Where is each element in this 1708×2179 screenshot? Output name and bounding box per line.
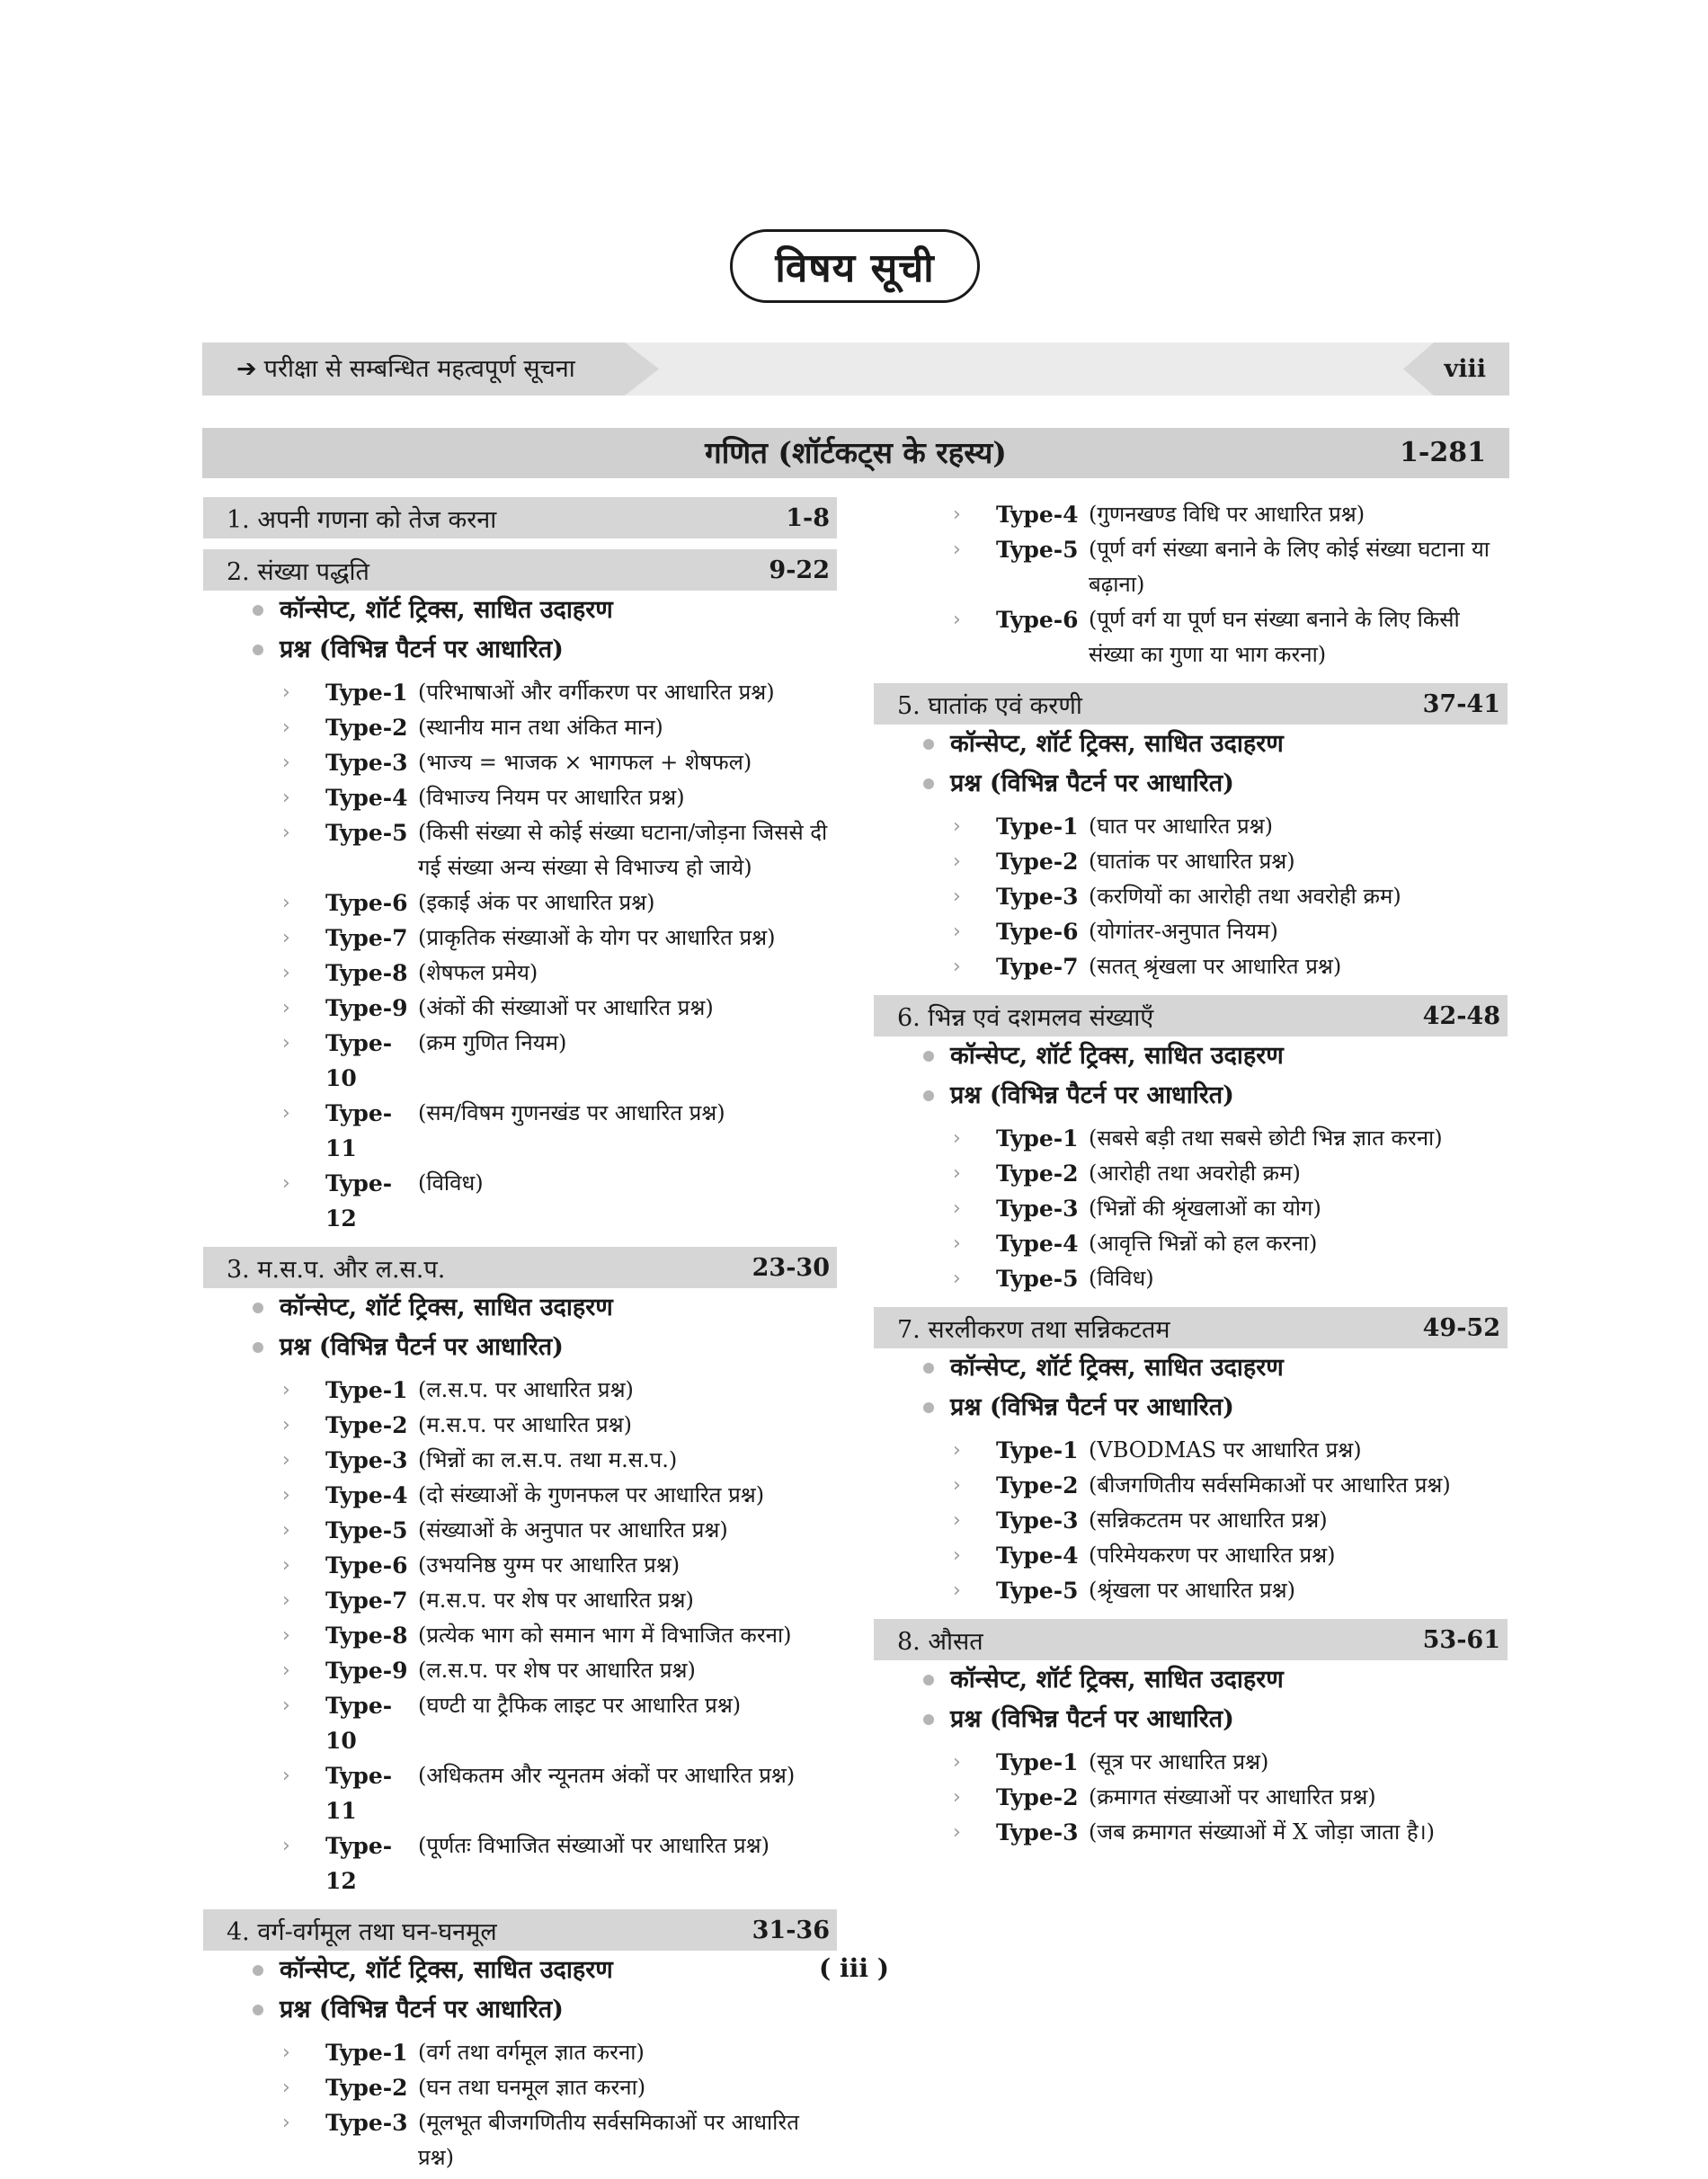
- chapter-name: वर्ग-वर्गमूल तथा घन-घनमूल: [257, 1917, 497, 1946]
- chevron-right-icon: ›: [953, 538, 961, 561]
- type-label: Type-2: [996, 1784, 1079, 1810]
- toc-type-row[interactable]: [203, 1828, 837, 1899]
- type-label: Type-7: [996, 954, 1079, 980]
- type-label: Type-6: [996, 919, 1079, 945]
- chevron-right-icon: ›: [282, 1554, 290, 1577]
- type-list: [203, 675, 837, 1236]
- chapter-number: 1.: [227, 505, 250, 534]
- chapter-header[interactable]: [203, 1909, 837, 1951]
- toc-type-row[interactable]: [203, 1443, 837, 1478]
- type-description: (क्रमागत संख्याओं पर आधारित प्रश्न): [1089, 1784, 1376, 1810]
- type-label: Type-12: [325, 1170, 393, 1232]
- chevron-right-icon: ›: [282, 1519, 290, 1542]
- type-description: (किसी संख्या से कोई संख्या घटाना/जोड़ना जिससे दी गई संख्या अन्य संख्या से विभाज्य हो जाये): [418, 820, 828, 880]
- section-page-range: 1-281: [1400, 437, 1486, 468]
- type-label: Type-3: [325, 750, 408, 776]
- bullet-dot-icon: [923, 1363, 934, 1374]
- chevron-right-icon: ›: [282, 2041, 290, 2064]
- type-description: (सबसे बड़ी तथा सबसे छोटी भिन्न ज्ञात करना): [1089, 1125, 1443, 1151]
- chevron-right-icon: ›: [953, 921, 961, 943]
- toc-type-row[interactable]: [874, 1745, 1508, 1780]
- type-description: (परिभाषाओं और वर्गीकरण पर आधारित प्रश्न): [418, 680, 775, 705]
- chapter-bullet[interactable]: [923, 764, 1508, 804]
- type-description: (घात पर आधारित प्रश्न): [1089, 814, 1273, 839]
- chevron-right-icon: ›: [282, 1032, 290, 1054]
- chevron-right-icon: ›: [953, 1127, 961, 1150]
- type-label: Type-1: [996, 1437, 1079, 1463]
- chapter-page-range: 9-22: [769, 556, 830, 584]
- toc-type-row[interactable]: [203, 675, 837, 710]
- type-label: Type-9: [325, 995, 408, 1021]
- bullet-text: प्रश्न (विभिन्न पैटर्न पर आधारित): [280, 636, 564, 663]
- chapter-title: [897, 1623, 983, 1657]
- bullet-dot-icon: [923, 1402, 934, 1413]
- type-label: Type-2: [996, 849, 1079, 875]
- chevron-right-icon: ›: [282, 1694, 290, 1717]
- toc-type-row[interactable]: [203, 1548, 837, 1583]
- exam-info-label: [236, 342, 575, 396]
- chapter-bullet[interactable]: [923, 1348, 1508, 1388]
- type-label: Type-6: [325, 1552, 408, 1579]
- toc-type-row[interactable]: [874, 1538, 1508, 1573]
- type-description: (सतत् श्रृंखला पर आधारित प्रश्न): [1089, 954, 1342, 979]
- type-label: Type-6: [996, 607, 1079, 633]
- chapter-name: संख्या पद्धति: [257, 557, 369, 586]
- toc-type-row[interactable]: [203, 1408, 837, 1443]
- type-description: (सन्निकटतम पर आधारित प्रश्न): [1089, 1508, 1328, 1533]
- type-list: [874, 1745, 1508, 1850]
- chevron-right-icon: ›: [953, 1509, 961, 1532]
- type-description: (करणियों का आरोही तथा अवरोही क्रम): [1089, 884, 1401, 909]
- type-label: Type-2: [996, 1472, 1079, 1499]
- type-label: Type-3: [996, 1196, 1079, 1222]
- chevron-right-icon: ›: [953, 1232, 961, 1255]
- chevron-right-icon: ›: [953, 1197, 961, 1220]
- type-description: (श्रृंखला पर आधारित प्रश्न): [1089, 1578, 1296, 1603]
- section-title: गणित (शॉर्टकट्स के रहस्य): [705, 435, 1007, 470]
- bullet-text: कॉन्सेप्ट, शॉर्ट ट्रिक्स, साधित उदाहरण: [280, 1956, 613, 1984]
- bullet-text: कॉन्सेप्ट, शॉर्ट ट्रिक्स, साधित उदाहरण: [950, 730, 1284, 758]
- bullet-text: प्रश्न (विभिन्न पैटर्न पर आधारित): [280, 1333, 564, 1361]
- section-header: [202, 428, 1509, 478]
- chapter-bullet[interactable]: [253, 630, 837, 670]
- exam-info-text: परीक्षा से सम्बन्धित महत्वपूर्ण सूचना: [263, 355, 575, 383]
- type-description: (प्राकृतिक संख्याओं के योग पर आधारित प्रश्न): [418, 925, 776, 950]
- chapter-page-range: 31-36: [752, 1916, 830, 1944]
- chevron-right-icon: ›: [282, 1765, 290, 1787]
- bullet-text: प्रश्न (विभिन्न पैटर्न पर आधारित): [950, 1705, 1234, 1733]
- type-description: (ल.स.प. पर आधारित प्रश्न): [418, 1377, 634, 1402]
- chapter-number: 7.: [897, 1315, 921, 1344]
- chapter-bullet[interactable]: [253, 1990, 837, 2030]
- toc-type-row[interactable]: [874, 1573, 1508, 1608]
- bullet-text: प्रश्न (विभिन्न पैटर्न पर आधारित): [950, 1393, 1234, 1421]
- chevron-right-icon: ›: [282, 752, 290, 774]
- toc-type-row[interactable]: [874, 844, 1508, 879]
- type-description: (क्रम गुणित नियम): [418, 1030, 567, 1055]
- type-description: (विभाज्य नियम पर आधारित प्रश्न): [418, 785, 685, 810]
- chapter-title: [227, 502, 496, 535]
- toc-type-row[interactable]: [203, 815, 837, 885]
- toc-type-row[interactable]: [874, 1191, 1508, 1226]
- bullet-text: कॉन्सेप्ट, शॉर्ट ट्रिक्स, साधित उदाहरण: [950, 1042, 1284, 1070]
- chevron-right-icon: ›: [282, 2112, 290, 2134]
- bullet-text: कॉन्सेप्ट, शॉर्ट ट्रिक्स, साधित उदाहरण: [280, 1294, 613, 1321]
- chevron-right-icon: ›: [953, 609, 961, 631]
- bullet-dot-icon: [923, 1714, 934, 1725]
- toc-type-row[interactable]: [874, 532, 1508, 602]
- type-description: (इकाई अंक पर आधारित प्रश्न): [418, 890, 655, 915]
- type-label: Type-8: [325, 1623, 408, 1649]
- chevron-right-icon: ›: [282, 1484, 290, 1507]
- type-label: Type-12: [325, 1833, 393, 1894]
- chapter-bullet[interactable]: [923, 1036, 1508, 1076]
- toc-type-row[interactable]: [203, 885, 837, 921]
- chapter-bullet[interactable]: [923, 725, 1508, 764]
- chevron-right-icon: ›: [953, 1821, 961, 1844]
- toc-type-row[interactable]: [874, 602, 1508, 672]
- chapter-header[interactable]: [203, 1247, 837, 1288]
- page-number: ( iii ): [819, 1953, 889, 1983]
- type-label: Type-3: [325, 1447, 408, 1473]
- type-label: Type-11: [325, 1100, 393, 1161]
- chevron-right-icon: ›: [282, 2077, 290, 2099]
- type-label: Type-9: [325, 1658, 408, 1684]
- toc-type-row[interactable]: [874, 949, 1508, 984]
- chevron-right-icon: ›: [282, 681, 290, 704]
- toc-type-row[interactable]: [874, 1121, 1508, 1156]
- chapter-header[interactable]: [203, 497, 837, 538]
- chevron-right-icon: ›: [282, 997, 290, 1019]
- type-label: Type-4: [996, 502, 1079, 528]
- chevron-right-icon: ›: [953, 956, 961, 978]
- chapter-name: सरलीकरण तथा सन्निकटतम: [928, 1315, 1170, 1344]
- chapter-name: घातांक एवं करणी: [928, 691, 1082, 720]
- chevron-right-icon: ›: [282, 1172, 290, 1195]
- chapter-bullet[interactable]: [923, 1700, 1508, 1739]
- type-description: (आवृत्ति भिन्नों को हल करना): [1089, 1231, 1318, 1256]
- chevron-right-icon: ›: [953, 850, 961, 873]
- toc-type-row[interactable]: [203, 1026, 837, 1096]
- type-label: Type-2: [325, 715, 408, 741]
- bullet-dot-icon: [253, 1342, 263, 1353]
- type-description: (अंकों की संख्याओं पर आधारित प्रश्न): [418, 995, 714, 1020]
- type-label: Type-1: [325, 1377, 408, 1403]
- type-description: (योगांतर-अनुपात नियम): [1089, 919, 1278, 944]
- type-label: Type-1: [996, 1125, 1079, 1152]
- type-description: (गुणनखण्ड विधि पर आधारित प्रश्न): [1089, 502, 1366, 527]
- chevron-right-icon: ›: [282, 822, 290, 844]
- page-title: विषय सूची: [730, 229, 980, 303]
- toc-type-row[interactable]: [874, 1503, 1508, 1538]
- toc-type-row[interactable]: [203, 710, 837, 745]
- chapter-name: अपनी गणना को तेज करना: [257, 505, 497, 534]
- type-label: Type-1: [996, 1749, 1079, 1775]
- type-label: Type-10: [325, 1030, 393, 1091]
- toc-type-row[interactable]: [203, 1653, 837, 1688]
- type-label: Type-3: [996, 884, 1079, 910]
- type-description: (परिमेयकरण पर आधारित प्रश्न): [1089, 1543, 1336, 1568]
- type-label: Type-7: [325, 925, 408, 951]
- chapter-name: म.स.प. और ल.स.प.: [257, 1255, 446, 1284]
- chevron-right-icon: ›: [953, 885, 961, 908]
- toc-column-right: [874, 497, 1508, 1854]
- type-label: Type-4: [325, 1482, 408, 1508]
- type-description: (सम/विषम गुणनखंड पर आधारित प्रश्न): [418, 1100, 725, 1125]
- toc-type-row[interactable]: [203, 1373, 837, 1408]
- bullet-text: कॉन्सेप्ट, शॉर्ट ट्रिक्स, साधित उदाहरण: [280, 596, 613, 624]
- toc-type-row[interactable]: [874, 1780, 1508, 1815]
- chapter-page-range: 1-8: [786, 503, 830, 532]
- toc-type-row[interactable]: [203, 2070, 837, 2105]
- type-description: (पूर्ण वर्ग संख्या बनाने के लिए कोई संख्या घटाना या बढ़ाना): [1089, 537, 1490, 597]
- type-description: (घन तथा घनमूल ज्ञात करना): [418, 2075, 646, 2100]
- type-description: (आरोही तथा अवरोही क्रम): [1089, 1161, 1301, 1186]
- chapter-bullet[interactable]: [253, 1288, 837, 1328]
- type-list: [874, 809, 1508, 984]
- type-label: Type-5: [325, 1517, 408, 1543]
- chapter-bullet[interactable]: [923, 1660, 1508, 1700]
- bullet-text: कॉन्सेप्ट, शॉर्ट ट्रिक्स, साधित उदाहरण: [950, 1666, 1284, 1694]
- chapter-page-range: 42-48: [1422, 1001, 1500, 1030]
- chapter-title: [227, 554, 369, 587]
- chevron-right-icon: ›: [953, 1751, 961, 1774]
- bullet-text: प्रश्न (विभिन्न पैटर्न पर आधारित): [950, 1081, 1234, 1109]
- type-label: Type-3: [325, 2110, 408, 2136]
- chevron-right-icon: ›: [282, 1414, 290, 1436]
- type-description: (VBODMAS पर आधारित प्रश्न): [1089, 1437, 1362, 1463]
- type-description: (पूर्ण वर्ग या पूर्ण घन संख्या बनाने के लिए किसी संख्या का गुणा या भाग करना): [1089, 607, 1460, 667]
- chapter-name: औसत: [928, 1627, 983, 1656]
- chapter-header[interactable]: [874, 1307, 1508, 1348]
- chapter-name: भिन्न एवं दशमलव संख्याएँ: [928, 1003, 1154, 1032]
- chevron-right-icon: ›: [282, 1449, 290, 1472]
- chevron-right-icon: ›: [953, 1786, 961, 1809]
- type-label: Type-7: [325, 1588, 408, 1614]
- chapter-title: [897, 1312, 1170, 1345]
- chapter-header[interactable]: [874, 1619, 1508, 1660]
- type-label: Type-5: [996, 1578, 1079, 1604]
- chevron-right-icon: ›: [282, 1379, 290, 1401]
- type-label: Type-2: [996, 1161, 1079, 1187]
- type-description: (पूर्णतः विभाजित संख्याओं पर आधारित प्रश्न): [418, 1833, 769, 1858]
- chevron-right-icon: ›: [953, 1474, 961, 1497]
- chapter-page-range: 53-61: [1422, 1625, 1500, 1654]
- chapter-number: 8.: [897, 1627, 921, 1656]
- type-label: Type-2: [325, 2075, 408, 2101]
- type-label: Type-8: [325, 960, 408, 986]
- bullet-text: प्रश्न (विभिन्न पैटर्न पर आधारित): [950, 769, 1234, 797]
- type-label: Type-11: [325, 1763, 393, 1824]
- toc-type-row[interactable]: [203, 1618, 837, 1653]
- type-label: Type-6: [325, 890, 408, 916]
- toc-type-row[interactable]: [203, 745, 837, 780]
- bullet-dot-icon: [253, 2005, 263, 2015]
- type-label: Type-1: [996, 814, 1079, 840]
- type-label: Type-1: [325, 680, 408, 706]
- type-description: (स्थानीय मान तथा अंकित मान): [418, 715, 663, 740]
- toc-type-row[interactable]: [203, 921, 837, 956]
- chevron-right-icon: ›: [282, 787, 290, 809]
- chapter-title: [897, 688, 1082, 721]
- chevron-right-icon: ›: [282, 1835, 290, 1857]
- type-description: (संख्याओं के अनुपात पर आधारित प्रश्न): [418, 1517, 728, 1543]
- type-label: Type-5: [325, 820, 408, 846]
- type-label: Type-4: [325, 785, 408, 811]
- toc-type-row[interactable]: [203, 1166, 837, 1236]
- type-description: (शेषफल प्रमेय): [418, 960, 538, 985]
- chevron-right-icon: ›: [282, 1102, 290, 1125]
- type-label: Type-10: [325, 1693, 393, 1754]
- toc-type-row[interactable]: [203, 1513, 837, 1548]
- type-label: Type-3: [996, 1819, 1079, 1845]
- bullet-dot-icon: [923, 1675, 934, 1685]
- chevron-right-icon: ›: [953, 1579, 961, 1602]
- chevron-right-icon: ›: [953, 1439, 961, 1462]
- chapter-page-range: 37-41: [1422, 689, 1500, 718]
- type-description: (प्रत्येक भाग को समान भाग में विभाजित करना): [418, 1623, 792, 1648]
- type-list: [874, 1121, 1508, 1296]
- toc-type-row[interactable]: [203, 1096, 837, 1166]
- chevron-right-icon: ›: [282, 962, 290, 984]
- bullet-dot-icon: [923, 1090, 934, 1101]
- toc-type-row[interactable]: [874, 1226, 1508, 1261]
- type-list: [203, 1373, 837, 1899]
- chapter-number: 6.: [897, 1003, 921, 1032]
- type-label: Type-1: [325, 2040, 408, 2066]
- bullet-dot-icon: [923, 739, 934, 750]
- type-description: (भाज्य = भाजक × भागफल + शेषफल): [418, 750, 752, 775]
- chevron-right-icon: ›: [953, 815, 961, 838]
- type-label: Type-4: [996, 1543, 1079, 1569]
- chapter-bullet[interactable]: [923, 1388, 1508, 1427]
- toc-type-row[interactable]: [874, 1815, 1508, 1850]
- chevron-right-icon: ›: [282, 1659, 290, 1682]
- chapter-title: [227, 1914, 497, 1947]
- type-description: (विविध): [1089, 1266, 1154, 1291]
- type-description: (घण्टी या ट्रैफिक लाइट पर आधारित प्रश्न): [418, 1693, 742, 1718]
- type-description: (उभयनिष्ठ युग्म पर आधारित प्रश्न): [418, 1552, 681, 1578]
- toc-type-row[interactable]: [203, 2105, 837, 2175]
- bullet-dot-icon: [253, 605, 263, 616]
- type-description: (म.स.प. पर आधारित प्रश्न): [418, 1412, 632, 1437]
- toc-type-row[interactable]: [203, 1688, 837, 1758]
- toc-type-row[interactable]: [874, 809, 1508, 844]
- type-description: (बीजगणितीय सर्वसमिकाओं पर आधारित प्रश्न): [1089, 1472, 1451, 1498]
- chapter-number: 5.: [897, 691, 921, 720]
- type-description: (म.स.प. पर शेष पर आधारित प्रश्न): [418, 1588, 694, 1613]
- type-description: (घातांक पर आधारित प्रश्न): [1089, 849, 1295, 874]
- chapter-page-range: 49-52: [1422, 1313, 1500, 1342]
- chapter-bullet[interactable]: [923, 1076, 1508, 1116]
- bullet-text: कॉन्सेप्ट, शॉर्ट ट्रिक्स, साधित उदाहरण: [950, 1354, 1284, 1382]
- chapter-header[interactable]: [874, 683, 1508, 725]
- type-description: (दो संख्याओं के गुणनफल पर आधारित प्रश्न): [418, 1482, 765, 1508]
- toc-type-row[interactable]: [874, 1261, 1508, 1296]
- bullet-dot-icon: [923, 1051, 934, 1062]
- chapter-title: [897, 1000, 1153, 1033]
- type-description: (भिन्नों का ल.स.प. तथा म.स.प.): [418, 1447, 678, 1472]
- chapter-bullet[interactable]: [253, 591, 837, 630]
- toc-type-row[interactable]: [203, 2035, 837, 2070]
- type-description: (ल.स.प. पर शेष पर आधारित प्रश्न): [418, 1658, 696, 1683]
- type-list: [203, 2035, 837, 2175]
- type-label: Type-5: [996, 1266, 1079, 1292]
- toc-type-row[interactable]: [203, 780, 837, 815]
- toc-type-row[interactable]: [874, 1433, 1508, 1468]
- chevron-right-icon: ›: [953, 1544, 961, 1567]
- toc-column-left: [203, 497, 837, 2179]
- arrow-right-icon: ➔: [236, 355, 257, 383]
- toc-type-row[interactable]: [203, 1583, 837, 1618]
- type-description: (जब क्रमागत संख्याओं में X जोड़ा जाता है।): [1089, 1819, 1436, 1845]
- exam-info-page: viii: [1444, 355, 1486, 383]
- chapter-page-range: 23-30: [752, 1253, 830, 1282]
- type-description: (वर्ग तथा वर्गमूल ज्ञात करना): [418, 2040, 645, 2065]
- toc-type-row[interactable]: [203, 956, 837, 991]
- type-label: Type-4: [996, 1231, 1079, 1257]
- type-description: (भिन्नों की श्रृंखलाओं का योग): [1089, 1196, 1321, 1221]
- bullet-dot-icon: [923, 778, 934, 789]
- type-list: [874, 1433, 1508, 1608]
- type-description: (अधिकतम और न्यूनतम अंकों पर आधारित प्रश्न): [418, 1763, 796, 1788]
- chevron-right-icon: ›: [282, 716, 290, 739]
- type-description: (विविध): [418, 1170, 484, 1196]
- chevron-right-icon: ›: [282, 892, 290, 914]
- chevron-right-icon: ›: [953, 1267, 961, 1290]
- toc-type-row[interactable]: [203, 1478, 837, 1513]
- type-label: Type-2: [325, 1412, 408, 1438]
- exam-info-bar[interactable]: [202, 342, 1509, 396]
- type-description: (मूलभूत बीजगणितीय सर्वसमिकाओं पर आधारित प्रश्न): [418, 2110, 799, 2170]
- toc-type-row[interactable]: [203, 1758, 837, 1828]
- type-list-continued: [874, 497, 1508, 672]
- bullet-dot-icon: [253, 1303, 263, 1313]
- chevron-right-icon: ›: [282, 1589, 290, 1612]
- toc-type-row[interactable]: [874, 1156, 1508, 1191]
- chevron-right-icon: ›: [282, 1624, 290, 1647]
- chevron-right-icon: ›: [282, 927, 290, 949]
- chapter-header[interactable]: [203, 549, 837, 591]
- chapter-title: [227, 1251, 445, 1285]
- bullet-dot-icon: [253, 645, 263, 655]
- toc-type-row[interactable]: [874, 1468, 1508, 1503]
- chapter-bullet[interactable]: [253, 1328, 837, 1367]
- bullet-text: प्रश्न (विभिन्न पैटर्न पर आधारित): [280, 1996, 564, 2023]
- toc-type-row[interactable]: [874, 879, 1508, 914]
- chapter-number: 3.: [227, 1255, 250, 1284]
- toc-type-row[interactable]: [874, 914, 1508, 949]
- chapter-number: 4.: [227, 1917, 250, 1946]
- chapter-header[interactable]: [874, 995, 1508, 1036]
- toc-type-row[interactable]: [203, 991, 837, 1026]
- type-label: Type-3: [996, 1508, 1079, 1534]
- chapter-number: 2.: [227, 557, 250, 586]
- chevron-right-icon: ›: [953, 1162, 961, 1185]
- type-description: (सूत्र पर आधारित प्रश्न): [1089, 1749, 1269, 1774]
- type-label: Type-5: [996, 537, 1079, 563]
- toc-type-row[interactable]: [874, 497, 1508, 532]
- chevron-right-icon: ›: [953, 503, 961, 526]
